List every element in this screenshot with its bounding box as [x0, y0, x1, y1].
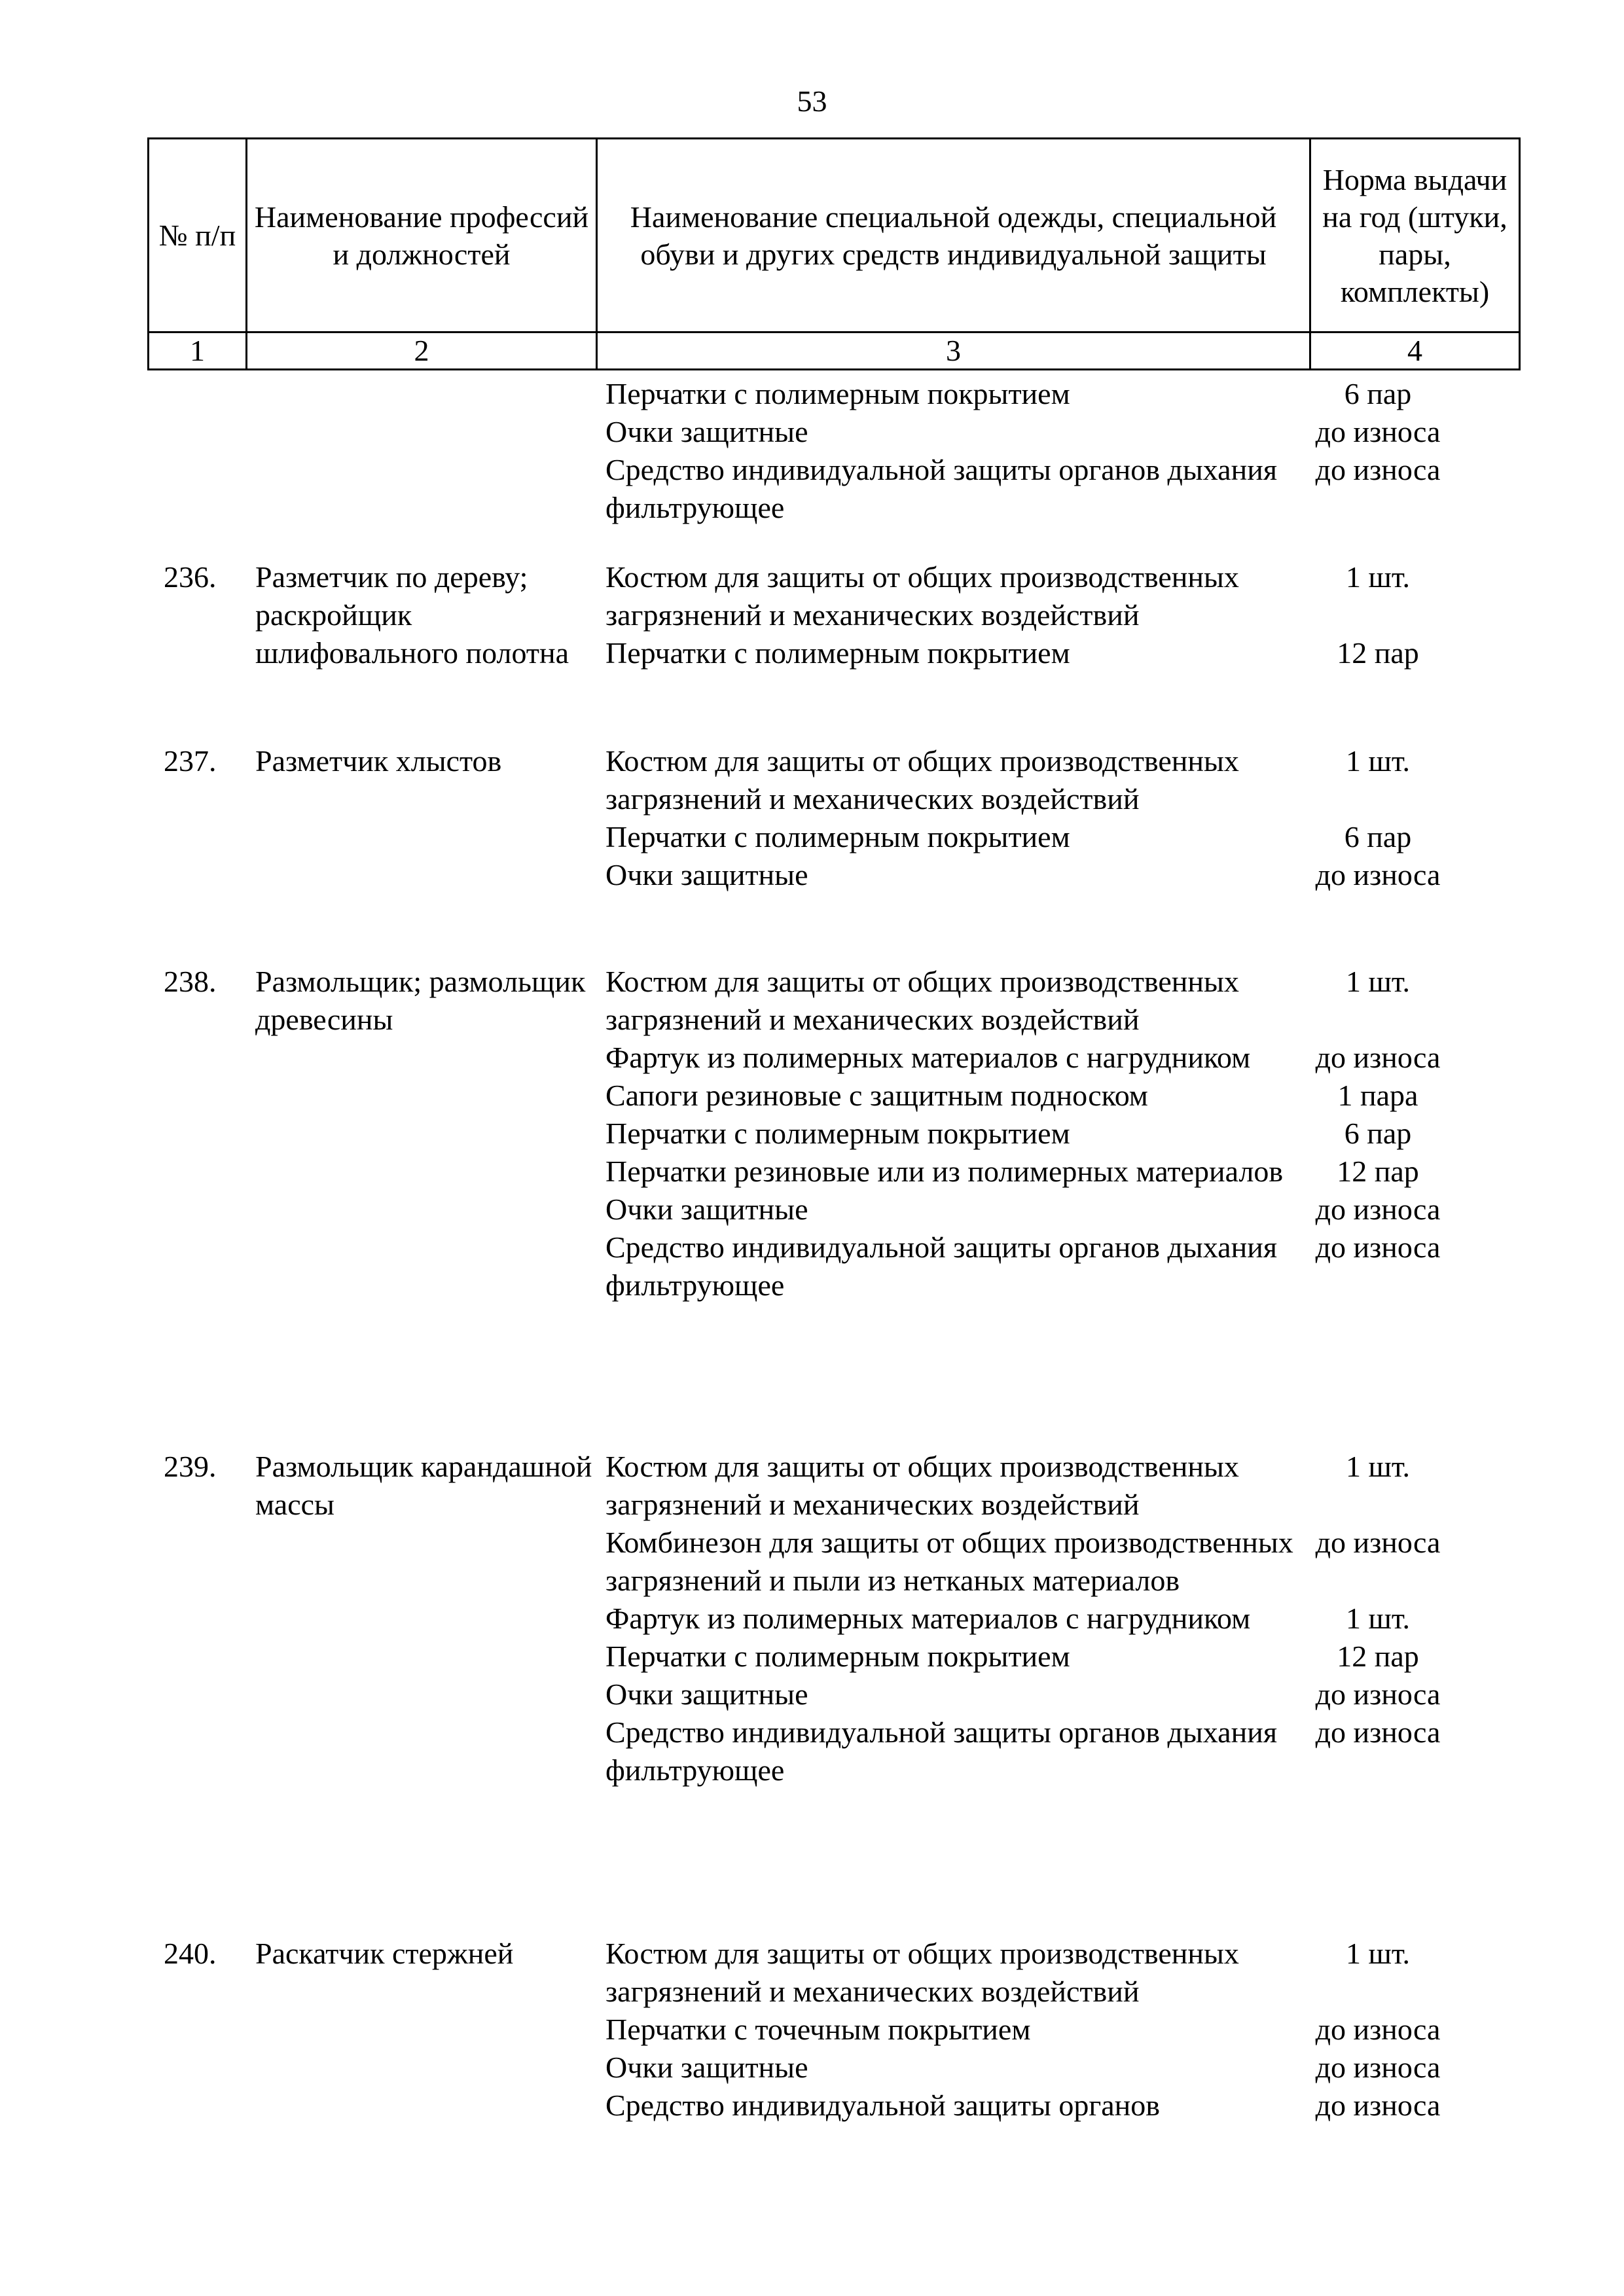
- item-name: Костюм для защиты от общих производственных загрязнений и механических воздействий: [605, 1937, 1239, 2008]
- col-index-2: 2: [247, 332, 597, 370]
- item-name: Средство индивидуальной защиты органов дыхания фильтрующее: [605, 1715, 1277, 1787]
- item-row: [605, 634, 1419, 672]
- entry-number: 239.: [164, 1450, 217, 1483]
- profession-name: Разметчик по дереву; раскройщик шлифовального полотна: [255, 560, 569, 670]
- item-row: [605, 1077, 1418, 1115]
- item-name: Перчатки с полимерным покрытием: [605, 636, 1070, 670]
- item-name: Костюм для защиты от общих производственных загрязнений и механических воздействий: [605, 1450, 1239, 1521]
- entry-number: 236.: [164, 560, 217, 594]
- entry-number: 237.: [164, 744, 217, 778]
- item-name: Перчатки с полимерным покрытием: [605, 1640, 1070, 1673]
- item-row: [605, 1039, 1441, 1077]
- item-list: [605, 375, 1441, 527]
- item-row: [605, 375, 1412, 413]
- item-row: [605, 856, 1441, 894]
- item-norm: до износа: [1315, 2051, 1441, 2084]
- entry-number: 238.: [164, 965, 217, 998]
- item-row: [605, 742, 1411, 818]
- item-norm: 12 пар: [1337, 1640, 1419, 1673]
- item-norm: 1 пара: [1337, 1079, 1418, 1112]
- item-name: Очки защитные: [605, 2051, 808, 2084]
- item-norm: до износа: [1315, 1715, 1441, 1749]
- item-row: [605, 2011, 1441, 2049]
- item-norm: 12 пар: [1337, 636, 1419, 670]
- item-norm: до износа: [1315, 2013, 1441, 2046]
- col-header-items: Наименование специальной одежды, специальной обуви и других средств индивидуальной защиты: [597, 139, 1310, 332]
- col-header-norm: Норма выдачи на год (штуки, пары, комплекты): [1310, 139, 1520, 332]
- item-name: Костюм для защиты от общих производственных загрязнений и механических воздействий: [605, 560, 1239, 632]
- item-row: [605, 963, 1411, 1039]
- item-name: Сапоги резиновые с защитным подноском: [605, 1079, 1148, 1112]
- item-list: [605, 1935, 1441, 2125]
- item-list: [605, 742, 1441, 894]
- item-norm: 12 пар: [1337, 1155, 1419, 1188]
- item-name: Перчатки с полимерным покрытием: [605, 377, 1070, 410]
- item-name: Костюм для защиты от общих производственных загрязнений и механических воздействий: [605, 744, 1239, 816]
- item-norm: 1 шт.: [1345, 1937, 1411, 1970]
- item-row: [605, 1638, 1419, 1676]
- item-name: Очки защитные: [605, 858, 808, 891]
- item-row: [605, 1229, 1441, 1304]
- item-norm: до износа: [1315, 415, 1441, 448]
- item-name: Перчатки с точечным покрытием: [605, 2013, 1031, 2046]
- item-norm: 1 шт.: [1345, 1450, 1411, 1483]
- item-name: Очки защитные: [605, 1677, 808, 1711]
- item-list: [605, 963, 1441, 1304]
- item-row: [605, 1600, 1411, 1638]
- item-name: Средство индивидуальной защиты органов дыхания фильтрующее: [605, 1230, 1277, 1302]
- col-header-profession: Наименование профессий и должностей: [247, 139, 597, 332]
- profession-name: Размольщик карандашной массы: [255, 1450, 592, 1521]
- item-name: Комбинезон для защиты от общих производственных загрязнений и пыли из нетканых материалов: [605, 1526, 1293, 1597]
- item-norm: до износа: [1315, 2089, 1441, 2122]
- item-name: Очки защитные: [605, 415, 808, 448]
- item-name: Перчатки с полимерным покрытием: [605, 1117, 1070, 1150]
- item-row: [605, 2087, 1441, 2125]
- item-norm: до износа: [1315, 1677, 1441, 1711]
- entry-number: 240.: [164, 1937, 217, 1970]
- item-name: Костюм для защиты от общих производственных загрязнений и механических воздействий: [605, 965, 1239, 1036]
- item-row: [605, 1191, 1441, 1229]
- page-number: 53: [797, 84, 827, 118]
- item-row: [605, 558, 1411, 634]
- item-row: [605, 1448, 1411, 1524]
- profession-name: Размольщик; размольщик древесины: [255, 965, 586, 1036]
- item-norm: до износа: [1315, 858, 1441, 891]
- item-row: [605, 1713, 1441, 1789]
- item-name: Фартук из полимерных материалов с нагрудником: [605, 1041, 1251, 1074]
- item-norm: до износа: [1315, 1230, 1441, 1264]
- item-norm: 1 шт.: [1345, 744, 1411, 778]
- profession-name: Раскатчик стержней: [255, 1937, 514, 1970]
- item-norm: 6 пар: [1344, 1117, 1412, 1150]
- item-norm: до износа: [1315, 1041, 1441, 1074]
- item-list: [605, 1448, 1441, 1789]
- item-row: [605, 1153, 1419, 1191]
- item-name: Перчатки с полимерным покрытием: [605, 820, 1070, 853]
- item-norm: 6 пар: [1344, 820, 1412, 853]
- col-index-1: 1: [149, 332, 247, 370]
- item-name: Перчатки резиновые или из полимерных материалов: [605, 1155, 1284, 1188]
- profession-name: Разметчик хлыстов: [255, 744, 502, 778]
- item-row: [605, 1676, 1441, 1713]
- item-list: [605, 558, 1419, 672]
- item-row: [605, 818, 1412, 856]
- item-norm: 1 шт.: [1345, 965, 1411, 998]
- item-row: [605, 413, 1441, 451]
- item-name: Фартук из полимерных материалов с нагрудником: [605, 1602, 1251, 1635]
- item-norm: 6 пар: [1344, 377, 1412, 410]
- item-norm: 1 шт.: [1345, 560, 1411, 594]
- item-norm: до износа: [1315, 1526, 1441, 1559]
- item-row: [605, 451, 1441, 527]
- item-norm: до износа: [1315, 1193, 1441, 1226]
- item-norm: до износа: [1315, 453, 1441, 486]
- item-row: [605, 1935, 1411, 2011]
- item-row: [605, 2049, 1441, 2087]
- col-index-3: 3: [597, 332, 1310, 370]
- item-name: Средство индивидуальной защиты органов: [605, 2089, 1160, 2122]
- item-row: [605, 1524, 1441, 1600]
- item-name: Средство индивидуальной защиты органов дыхания фильтрующее: [605, 453, 1277, 524]
- col-header-number: № п/п: [149, 139, 247, 332]
- item-norm: 1 шт.: [1345, 1602, 1411, 1635]
- col-index-4: 4: [1310, 332, 1520, 370]
- item-name: Очки защитные: [605, 1193, 808, 1226]
- item-row: [605, 1115, 1412, 1153]
